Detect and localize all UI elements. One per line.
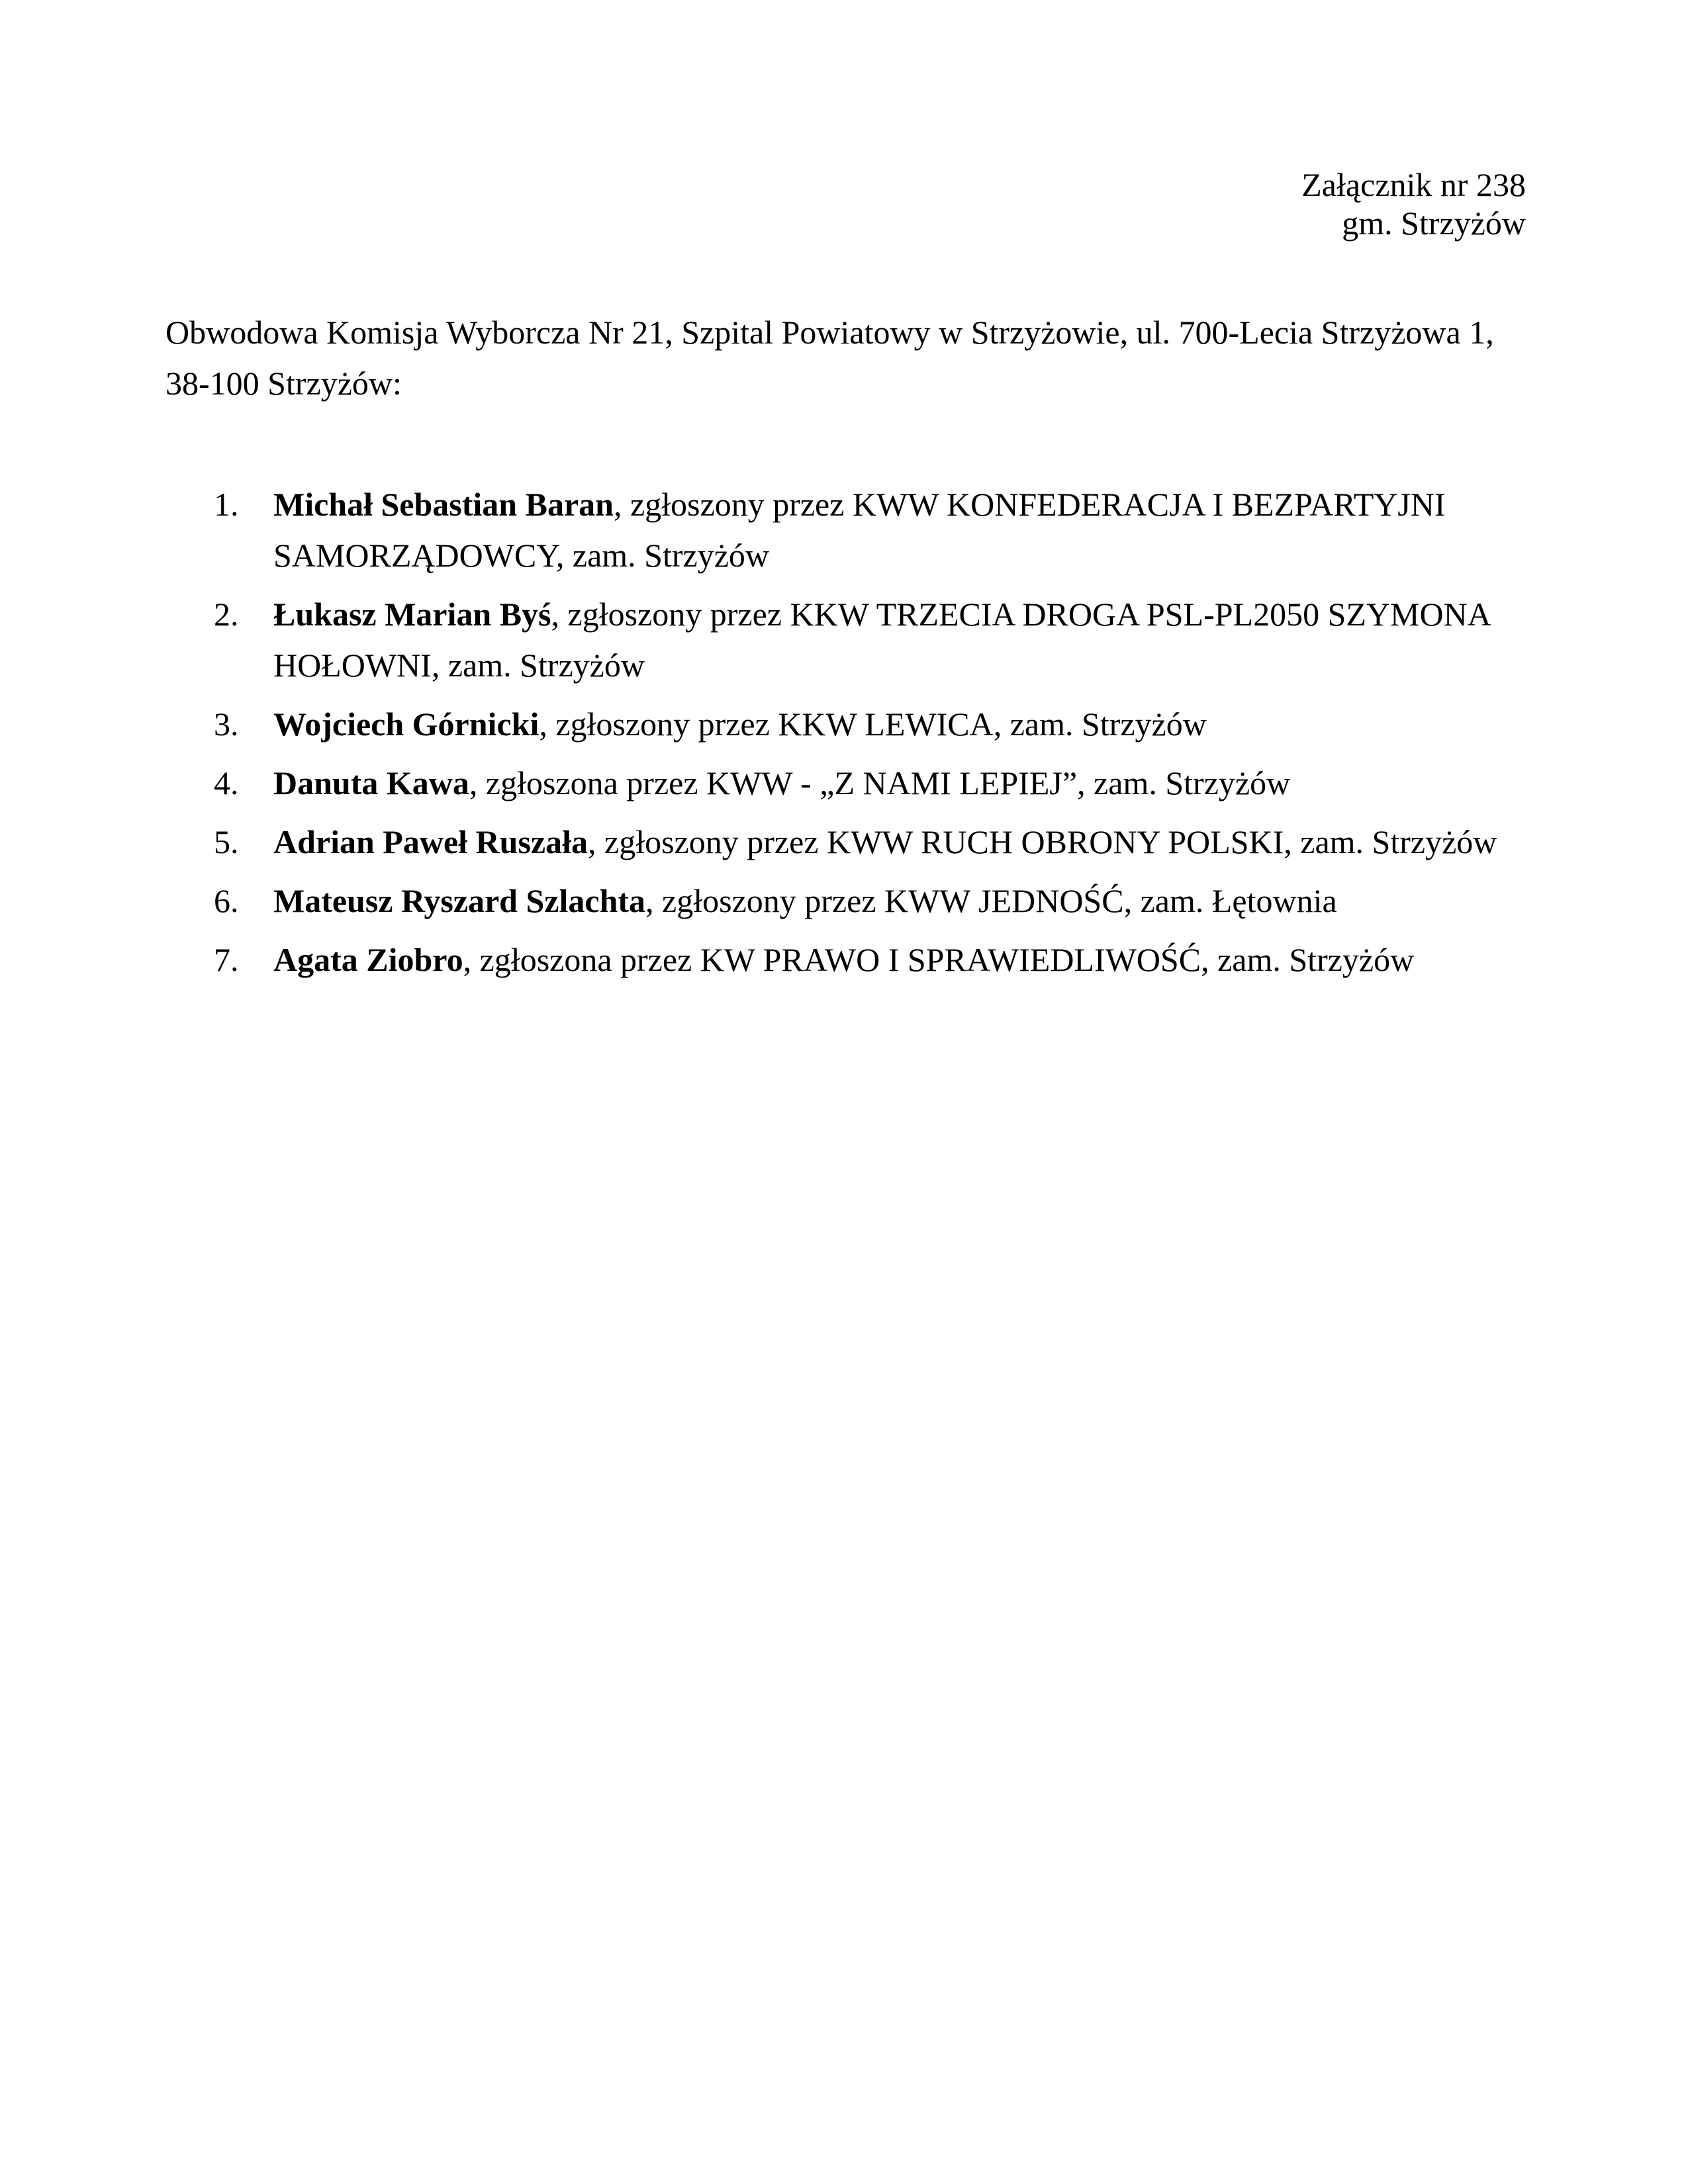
corner-header	[165, 165, 1526, 242]
candidate-details: , zgłoszony przez KWW KONFEDERACJA I BEZPARTYJNI SAMORZĄDOWCY, zam. Strzyżów	[273, 486, 1446, 574]
candidate-name: Danuta Kawa	[273, 764, 469, 801]
attachment-number-label: Załącznik nr 238	[1301, 166, 1526, 203]
candidate-details: , zgłoszony przez KWW JEDNOŚĆ, zam. Łętownia	[645, 882, 1337, 919]
candidate-name: Agata Ziobro	[273, 941, 463, 978]
list-item	[165, 876, 1526, 927]
list-item	[165, 758, 1526, 809]
candidate-name: Adrian Paweł Ruszała	[273, 823, 588, 860]
candidate-name: Michał Sebastian Baran	[273, 486, 614, 523]
candidate-details: , zgłoszony przez KKW LEWICA, zam. Strzyżów	[539, 705, 1207, 743]
commission-intro-paragraph: Obwodowa Komisja Wyborcza Nr 21, Szpital Powiatowy w Strzyżowie, ul. 700-Lecia Strzyżowa 1, 38-100 Strzyżów:	[165, 314, 1494, 402]
candidate-details: , zgłoszona przez KWW - „Z NAMI LEPIEJ”, zam. Strzyżów	[469, 764, 1291, 801]
candidate-details: , zgłoszony przez KKW TRZECIA DROGA PSL-PL2050 SZYMONA HOŁOWNI, zam. Strzyżów	[273, 596, 1490, 684]
item-number: 7.	[214, 941, 239, 978]
list-item	[165, 699, 1526, 750]
item-number: 2.	[214, 596, 239, 633]
candidate-details: , zgłoszony przez KWW RUCH OBRONY POLSKI, zam. Strzyżów	[588, 823, 1497, 860]
candidate-details: , zgłoszona przez KW PRAWO I SPRAWIEDLIWOŚĆ, zam. Strzyżów	[463, 941, 1415, 978]
item-number: 6.	[214, 882, 239, 919]
municipality-label: gm. Strzyżów	[1342, 205, 1526, 242]
list-item	[165, 817, 1526, 868]
list-item	[165, 479, 1526, 581]
item-number: 1.	[214, 486, 239, 523]
list-item	[165, 589, 1526, 691]
candidate-name: Wojciech Górnicki	[273, 705, 539, 743]
item-number: 5.	[214, 823, 239, 860]
candidate-name: Łukasz Marian Byś	[273, 596, 551, 633]
candidate-list	[165, 479, 1526, 985]
item-number: 4.	[214, 764, 239, 801]
candidate-name: Mateusz Ryszard Szlachta	[273, 882, 646, 919]
item-number: 3.	[214, 705, 239, 743]
list-item	[165, 934, 1526, 985]
